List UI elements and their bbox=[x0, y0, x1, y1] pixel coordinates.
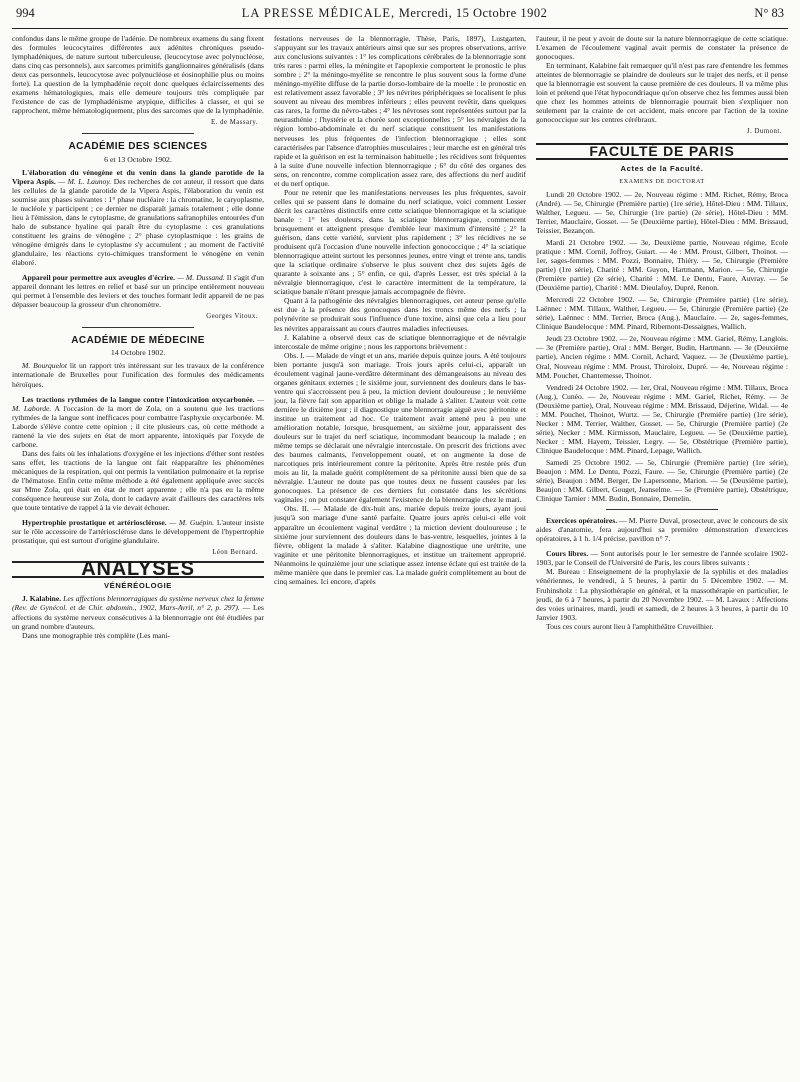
article-paragraph bbox=[12, 594, 264, 630]
article-paragraph bbox=[12, 273, 264, 309]
article-paragraph bbox=[12, 361, 264, 388]
article-title: Hypertrophie prostatique et artériosclérose. bbox=[22, 518, 167, 528]
article-paragraph: Dans une monographie très complète (Les mani- bbox=[22, 630, 171, 640]
issue-date: Mercredi, 15 Octobre 1902 bbox=[398, 6, 548, 20]
article-paragraph: Tous ces cours auront lieu à l'amphithéâtre Cruveilhier. bbox=[546, 621, 714, 631]
article-text: — Sont autorisés pour le 1er semestre de l'année scolaire 1902-1903, par le Conseil de l'Université de Paris, les cours libres suivants : bbox=[536, 549, 788, 568]
signature: E. de Massary. bbox=[211, 119, 258, 127]
issue-number: N° 83 bbox=[754, 6, 784, 20]
article-paragraph bbox=[12, 395, 264, 449]
article-text: L'auteur insiste sur le rôle accessoire de l'artériosclérose dans le développement de l'hypertrophie prostatique, qui est surtout d'origine glandulaire. bbox=[12, 518, 264, 546]
faculty-banner: FACULTÉ DE PARIS bbox=[536, 143, 788, 160]
article-title: Appareil pour permettre aux aveugles d'écrire. bbox=[22, 273, 175, 283]
page-header bbox=[12, 6, 788, 29]
exam-day: Mardi 21 Octobre 1902. — 3e, Deuxième partie, Nouveau régime, Ecole pratique : MM. Cornil, Joffroy, Guiart. — 4e : MM. Proust, Gilbert, Thoinot. — 1er, sages-femmes : MM. Pozzi, Bonnaire, Thiéry. — 5e, Chirurgie (Première partie) (1re série), Charité : MM. Guyon, Hartmann, Marion. — 5e, Chirurgie (Première partie) (2e série), Charité : MM. Le Dentu, Faure, Auvray. — 5e (Deuxième partie), Charité : MM. Dieulafoy, Dupré, Renon. bbox=[536, 237, 788, 293]
article-paragraph: Obs. II. — Malade de dix-huit ans, mariée depuis treize jours, ayant joui jusqu'à son mariage d'une santé parfaite. Quatre jours après celui-ci elle voit apparaître un écoulement vaginal verdâtre ; la miction devient douloureuse ; le sixième jour surviennent des douleurs dans le bas-ventre, lesquelles, jointes à la fièvre, obligent la malade à s'aliter. Kalabine diagnostique une urétrite, une vaginite et une péritonite blennorragiques, et institue un traitement approprié. Néanmoins le quinzième jour une sciatique assez intense éclate qui est traitée de la même manière que dans le premier cas. La malade guérit complètement au bout de cinq semaines. Ici encore, d'après bbox=[274, 504, 526, 586]
article-author: — M. L. Launoy. bbox=[58, 176, 112, 186]
intro-paragraph: confondus dans le même groupe de l'adénie. De nombreux examens du sang fixent des formules leucocytaires différentes aux adénites chroniques pseudo-lymphadéniques, de nature surtout tuberculeuse, (leucocytose avec polynucléose, dans cinq cas personnels), aux sarcomes primitifs ganglionnaires généralisés (dans deux cas personnels, leucocytose avec polynucléose et éosinophilie plus ou moins forte). La question de la lymphadénie reçoit donc quelques éclaircissements des examens hématologiques, mais elle demeure toujours très compliquée par l'existence de cas de lymphadénisme atypique, difficiles à classer, et qui se rapprochent, même hématologiquement, plus des sarcomes que de la lymphadénie. bbox=[12, 34, 264, 116]
article-author: — M. Guépin. bbox=[169, 518, 215, 528]
column-right bbox=[536, 34, 788, 1074]
article-title: L'élaboration du vénogène et du venin dans la glande parotide de la Vipera Aspis. bbox=[12, 167, 264, 186]
session-date: 14 Octobre 1902. bbox=[110, 348, 166, 358]
article-text: Il s'agit d'un appareil donnant les lettres en relief et basé sur un principe entièrement nouveau qui permet à l'ensemble des leviers et des touches formant ledit appareil de ne pas dépasser beaucoup la grosseur d'un chronomètre. bbox=[12, 273, 264, 310]
divider bbox=[82, 327, 194, 328]
journal-title-line bbox=[242, 6, 548, 21]
article-title: Les tractions rythmées de la langue contre l'intoxication oxycarbonée. bbox=[22, 394, 255, 404]
article-title: Cours libres. bbox=[546, 549, 589, 559]
article-paragraph: festations nerveuses de la blennorragie, Thèse, Paris, 1897), Lustgarten, s'appuyant sur les travaux antérieurs ainsi que sur ses propres observations, arrive aux conclusions suivantes : 1° les complications cérébrales de la blennorragie sont très rares : parmi elles, la méningite et l'apoplexie comportent le pronostic le plus sombre ; 2° la méningo-myélite se rencontre le plus souvent sous la forme d'une méningo-myélite diffuse de la partie dorso-lombaire de la moelle : le pronostic en est relativement assez favorable ; 3° les névrites périphériques se localisent le plus souvent au niveau des membres inférieurs ; elles peuvent revêtir, dans quelques cas rares, la forme du névro-tabes ; 4° les névroses sont représentées surtout par la neurasthénie ; l'hystérie et la chorée sont exceptionnelles ; 5° les névralgies de la région lombo-abdominale et du nerf sciatique constituent les manifestations nerveuses les plus fréquentes de l'infection blennorragique ; elles sont caractérisées par l'absence d'atrophies musculaires ; leur marche est en général très rapide et la guérison en est la terminaison habituelle ; les récidives sont fréquentes à la suite d'une nouvelle infection blennorragique ; 6° du côté des organes des sens, on rencontre, comme complication assez rare, des affections du nerf auditif et du nerf optique. bbox=[274, 34, 526, 188]
article-paragraph: Obs. I. — Malade de vingt et un ans, mariée depuis quinze jours. A été toujours bien portante jusqu'à son mariage. Trois jours après celui-ci, apparaît un écoulement vaginal jaune-verdâtre déterminant des démangeaisons au niveau des organes génitaux externes ; le sixième jour, surviennent des douleurs dans le bas-ventre qui s'accroissent peu à peu, la miction devient douloureuse ; le neuvième jour, la fièvre fait son apparition et oblige la malade à s'aliter. L'auteur voit cette dernière le dixième jour ; il diagnostique une blennorragie aiguë avec péritonite et institue un traitement ad hoc. Ce traitement avait amené peu à peu une amélioration notable, lorsque, brusquement, au sixième jour, apparaissent des douleurs sur le trajet du nerf sciatique, incommodant beaucoup la malade ; en même temps se déclarait une névralgie intercostale. On prescrit des frictions avec des baumes calmants, l'enveloppement ouaté, et on augmente la dose de narcotiques pris intérieurement contre la péritonite. Après être restée près d'un mois au lit, la malade guérit complètement de sa péritonite aussi bien que de sa névralgie. L'auteur ne doute pas que toutes deux ne fussent causées par les gonocoques. La présence de ces derniers fut constatée dans les sécrétions vaginales ; on put constater également l'existence de la blennorragie chez le mari. bbox=[274, 350, 526, 505]
article-title: Exercices opératoires. bbox=[546, 516, 618, 526]
analyses-banner: ANALYSES bbox=[12, 561, 264, 578]
article-paragraph: Quant à la pathogénie des névralgies blennorragiques, cet auteur pense qu'elle est due à la présence des gonocoques dans les troncs même des nerfs ; la polynévrite se produirait sous l'influence d'une toxine, ainsi que cela a lieu pour les névrites apparaissant au cours d'autres maladies infectieuses. bbox=[274, 296, 526, 333]
signature: Léon Bernard. bbox=[212, 549, 258, 557]
exam-day: Vendredi 24 Octobre 1902. — 1er, Oral, Nouveau régime : MM. Tillaux, Broca (Aug.), Cunéo. — 2e, Nouveau régime : MM. Gariel, Richet, Rémy. — 3e (Deuxième partie), Oral, Nouveau régime : MM. Brissaud, Déjerine, Widal. — 4e : MM. Pouchet, Thoinot, Wurtz. — 5e, Chirurgie (Première partie) (1re série), Necker : MM. Terrier, Walther, Gosset. — 5e, Chirurgie (Première partie) (2e série), Necker : MM. Kirmisson, Mauclaire, Legueu. — 5e (Deuxième partie), Necker : MM. Hayem, Teissier, Legry. — 5e, Obstétrique (Première partie), Clinique Baudelocque : MM. Pinard, Lepage, Wallich. bbox=[536, 382, 788, 455]
column-middle bbox=[274, 34, 526, 1074]
page-number: 994 bbox=[16, 6, 35, 20]
article-paragraph bbox=[536, 516, 788, 543]
article-author: M. Bourquelot bbox=[22, 361, 67, 371]
article-text: lit un rapport très intéressant sur les travaux de la conférence internationale de Bruxelles pour l'unification des formules des médicaments héroïques. bbox=[12, 361, 264, 389]
signature: J. Dumont. bbox=[746, 128, 782, 136]
article-text: — M. Pierre Duval, prosecteur, avec le concours de six aides d'anatomie, fera aujourd'hui sa première démonstration d'exercices opératoires, à 1 h. 1/4 précise, pavillon n° 7. bbox=[536, 516, 788, 544]
exam-day: Jeudi 23 Octobre 1902. — 2e, Nouveau régime : MM. Gariel, Rémy, Langlois. — 3e (Première partie), Oral : MM. Berger, Budin, Hartmann. — 3e (Deuxième partie), Ancien régime : MM. Cornil, Achard, Vaquez. — 3e (Deuxième partie), Oral, Nouveau régime : MM. Proust, Thiroloix, Dupré. — 4e, Nouveau régime : MM. Pouchet, Chantemesse, Thoinot. bbox=[536, 334, 788, 380]
section-title: ACADÉMIE DES SCIENCES bbox=[68, 141, 208, 153]
article-author: J. Kalabine. bbox=[22, 594, 62, 604]
article-text: — Les affections du système nerveux consécutives à la blennorragie ont été étudiées par un grand nombre d'auteurs. bbox=[12, 603, 264, 631]
article-paragraph bbox=[12, 518, 264, 545]
section-title: ACADÉMIE DE MÉDECINE bbox=[71, 335, 205, 347]
signature: Georges Vitoux. bbox=[206, 313, 258, 321]
article-text: Des recherches de cet auteur, il ressort que dans les cellules de la glande parotide de la Vipera Aspis, l'élaboration du venin est soumise aux phases suivantes : 1° phase nucléaire : la chromatine, le caryoplasme, le nucléole y participent ; ce dernier ne disparaît jamais totalement ; elle donne lieu à l'émission, dans le cytoplasme, de granulations safranophiles entourées d'un halo de substance hyaline qui paraît être du cytoplasme : ces granulations constituent les grains de vénogène ; 2° phase cytoplasmique : les grains de vénogène émigrés dans le cytoplasme s'y accumulent ; au moment de l'activité glandulaire, les réactions cyto-chimiques transforment le vénogène en venin élaboré. bbox=[12, 176, 264, 268]
subsection-title: Actes de la Faculté. bbox=[620, 163, 704, 173]
article-title: Les affections blennorragiques du système nerveux chez la femme (Rev. de Gynécol. et de Chir. abdomin., 1902, Mars-Avril, n° 2, p. 297). bbox=[12, 594, 264, 613]
exam-day: Samedi 25 Octobre 1902. — 5e, Chirurgie (Première partie) (1re série), Beaujon : MM. Le Dentu, Pozzi, Faure. — 5e, Chirurgie (Première partie) (2e série), Beaujon : MM. Berger, De Lapersonne, Marion. — 5e (Deuxième partie), Beaujon : MM. Gilbert, Gouget, Jeanselme. — 5e (Première partie), Obstétrique, Clinique Tarnier : MM. Budin, Bonnaire, Demelin. bbox=[536, 457, 788, 504]
session-date: 6 et 13 Octobre 1902. bbox=[104, 154, 172, 164]
divider bbox=[82, 133, 194, 134]
column-left bbox=[12, 34, 264, 1074]
divider bbox=[606, 509, 718, 510]
article-paragraph: Dans des faits où les inhalations d'oxygène et les injections d'éther sont restées sans effet, les tractions de la langue ont fait réapparaître les phénomènes mécaniques de la respiration, qui ont permis la ventilation pulmonaire et la reprise de l'hématose. Enfin cette même méthode a été également appliquée avec succès sur Mme Zola, qui était en état de mort apparente ; elle n'a pas eu la même conséquence heureuse sur Zola, dont le cadavre avait d'ailleurs des caractères tels que toute tentative de rappel à la vie devait échouer. bbox=[12, 448, 264, 513]
exam-heading: EXAMENS DE DOCTORAT bbox=[619, 177, 705, 185]
article-paragraph: J. Kalabine a observé deux cas de sciatique blennorragique et de névralgie intercostale de même origine ; nous les rapportons brièvement : bbox=[274, 332, 526, 351]
article-paragraph: Pour ne retenir que les manifestations nerveuses les plus fréquentes, savoir celles qui se passent dans le domaine du nerf sciatique, voici comment Lesser décrit les caractères distinctifs entre cette sciatique blennorragique et la sciatique banale : 1° les douleurs, dans la sciatique blennorragique, commencent brusquement et atteignent presque d'emblée leur maximum d'intensité ; 2° la guérison, dans cette variété, survient plus rapidement ; 3° les récidives ne se produisent qu'à l'occasion d'une nouvelle infection gonococcique ; 4° la sciatique blennorragique atteint surtout les personnes jeunes, entre vingt et trente ans, tandis que la sciatique ordinaire s'observe le plus souvent chez des sujets âgés de quarante à soixante ans ; 5° enfin, ce qui, d'après Lesser, est très spécial à la névralgie blennorragique, c'est le caractère intermittent de la température, la sciatique banale n'étant presque jamais accompagnée de fièvre. bbox=[274, 187, 526, 297]
subsection-title: VÉNÉRÉOLOGIE bbox=[104, 581, 172, 591]
article-paragraph: M. Bureau : Enseignement de la prophylaxie de la syphilis et des maladies vénériennes, le vendredi, à 5 heures, à partir du 5 Décembre 1902. — M. Fruhinsholz : La physiothérapie en général, et la massothérapie en particulier, le jeudi, de 6 à 7 heures, à partir du 20 Novembre 1902. — M. Lavaux : Affections des voies urinaires, mardi, jeudi et samedi, de 2 heures à 3 heures, à partir du 10 Janvier 1903. bbox=[536, 567, 788, 622]
article-paragraph bbox=[536, 549, 788, 567]
exam-day: Lundi 20 Octobre 1902. — 2e, Nouveau régime : MM. Richet, Rémy, Broca (André). — 5e, Chirurgie (Première partie) (1re série), Hôtel-Dieu : MM. Tillaux, Walther, Legueu. — 5e, Chirurgie (1re partie) (2e série), Hôtel-Dieu : MM. Terrier, Mauclaire, Gosset. — 5e (Deuxième partie), Hôtel-Dieu : MM. Brissaud, Teissier, Bezançon. bbox=[536, 189, 788, 235]
newspaper-page bbox=[12, 0, 788, 1076]
article-paragraph bbox=[12, 168, 264, 268]
article-text: A l'occasion de la mort de Zola, on a soutenu que les tractions rythmées de la langue sont inefficaces pour combattre l'asphyxie oxycarbonée. M. Laborde s'élève contre cette opinion ; il cite plusieurs cas, où cette méthode a ramené la vie des sujets en état de mort apparente, intoxiqués par l'oxyde de carbone. bbox=[12, 403, 264, 449]
article-paragraph: En terminant, Kalabine fait remarquer qu'il n'est pas rare d'entendre les femmes atteintes de blennorragie se plaindre de douleurs sur le trajet des nerfs, et il pense que la blennorragie est souvent la cause première de ces douleurs. Il va même plus loin et prétend que l'état hypocondriaque qu'on observe chez les femmes aussi bien que chez les hommes atteints de blennorragie pourrait bien s'expliquer non seulement par la crainte de cet accident, mais encore par l'action de la toxine gonococcique sur les centres cérébraux. bbox=[536, 61, 788, 125]
article-author: — M. Dussand. bbox=[177, 273, 225, 283]
article-author: — M. Laborde. bbox=[12, 394, 264, 413]
journal-title: LA PRESSE MÉDICALE, bbox=[241, 6, 396, 20]
exam-day: Mercredi 22 Octobre 1902. — 5e, Chirurgie (Première partie) (1re série), Laënnec : MM. Tillaux, Walther, Legueu. — 5e, Chirurgie (Première partie) (2e série), Laënnec : MM. Terrier, Broca (Aug.), Mauclaire. — 2e, sages-femmes, Clinique Baudelocque : MM. Pinard, Ribemont-Dessaignes, Wallich. bbox=[536, 295, 788, 332]
article-paragraph: l'auteur, il ne peut y avoir de doute sur la nature blennorragique de cette sciatique. L'examen de l'écoulement vaginal avait permis de constater la présence de gonocoques. bbox=[536, 34, 788, 62]
